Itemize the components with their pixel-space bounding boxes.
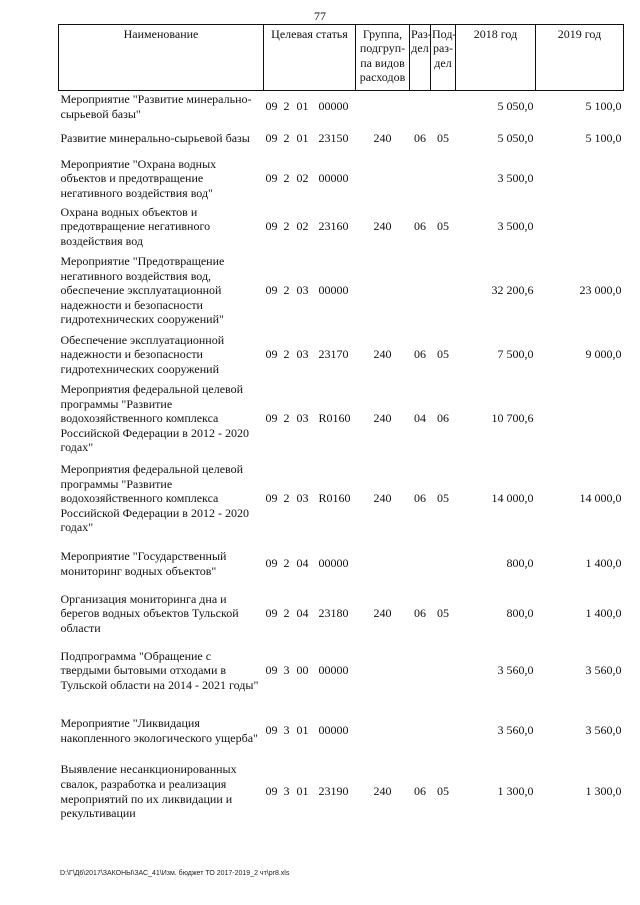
row-subsection: 05 xyxy=(437,491,449,506)
target-article-part: 2 xyxy=(283,171,290,186)
row-target-article xyxy=(264,459,356,539)
row-target-article xyxy=(264,251,356,331)
row-section: 06 xyxy=(414,219,426,234)
row-name: Мероприятие "Охрана водных объектов и предотвращение негативного воздействия вод" xyxy=(60,156,217,200)
row-expense-group xyxy=(356,703,410,759)
target-article-part: 09 xyxy=(265,131,278,146)
row-subsection xyxy=(431,703,456,759)
row-expense-group: 240 xyxy=(373,784,392,799)
row-value-2018: 10 700,6 xyxy=(491,411,534,426)
row-value-2018: 800,0 xyxy=(506,556,534,571)
target-article-part: 09 xyxy=(265,606,278,621)
target-article-part: 2 xyxy=(283,606,290,621)
row-name: Охрана водных объектов и предотвращение негативного воздействия вод xyxy=(60,204,211,248)
row-subsection xyxy=(431,539,456,589)
row-section: 06 xyxy=(414,491,426,506)
row-section: 06 xyxy=(414,347,426,362)
row-expense-group: 240 xyxy=(373,131,392,146)
header-target-article: Целевая статья xyxy=(264,25,356,91)
row-value-2018: 800,0 xyxy=(506,606,534,621)
row-value-2019: 3 560,0 xyxy=(585,723,622,738)
row-expense-group xyxy=(356,91,410,123)
target-article-part: 02 xyxy=(296,171,309,186)
target-article-part: 01 xyxy=(296,99,309,114)
row-value-2019 xyxy=(536,379,624,459)
row-target-article xyxy=(264,91,356,123)
row-section xyxy=(410,539,431,589)
row-expense-group: 240 xyxy=(373,491,392,506)
target-article-part: 2 xyxy=(283,411,290,426)
table-row xyxy=(59,759,624,825)
row-expense-group xyxy=(356,539,410,589)
row-value-2018: 14 000,0 xyxy=(491,491,534,506)
table-row xyxy=(59,91,624,123)
target-article-part: 01 xyxy=(296,723,309,738)
row-name: Мероприятия федеральной целевой программы "Развитие водохозяйственного комплекса Российской Федерации в 2012 - 2020 годах" xyxy=(60,461,249,535)
row-name: Подпрограмма "Обращение с твердыми бытовыми отходами в Тульской области на 2014 - 2021 годы" xyxy=(60,648,259,692)
row-section xyxy=(410,639,431,703)
row-section: 06 xyxy=(414,784,426,799)
target-article-part: 09 xyxy=(265,347,278,362)
target-article-part: 2 xyxy=(283,219,290,234)
row-name: Обеспечение эксплуатационной надежности и безопасности гидротехнических сооружений xyxy=(60,332,225,376)
row-section xyxy=(410,91,431,123)
row-value-2019: 23 000,0 xyxy=(579,283,622,298)
row-value-2019: 14 000,0 xyxy=(579,491,622,506)
target-article-part: 3 xyxy=(283,723,290,738)
row-subsection xyxy=(431,639,456,703)
row-section: 06 xyxy=(414,131,426,146)
header-expense-group: Группа, подгруп-па видов расходов xyxy=(356,25,410,91)
row-subsection: 05 xyxy=(437,606,449,621)
row-name: Организация мониторинга дна и берегов водных объектов Тульской области xyxy=(60,591,239,635)
target-article-part: 03 xyxy=(296,491,309,506)
row-name: Мероприятие "Государственный мониторинг водных объектов" xyxy=(60,548,227,578)
target-article-part: 2 xyxy=(283,347,290,362)
row-target-article xyxy=(264,539,356,589)
target-article-part: 23180 xyxy=(318,606,349,621)
row-name: Развитие минерально-сырьевой базы xyxy=(60,131,250,146)
row-value-2018: 1 300,0 xyxy=(497,784,534,799)
row-subsection: 05 xyxy=(437,219,449,234)
row-target-article xyxy=(264,123,356,155)
row-value-2019: 5 100,0 xyxy=(585,99,622,114)
target-article-part: R0160 xyxy=(318,491,351,506)
target-article-part: 2 xyxy=(283,491,290,506)
file-path-footer: D:\Г\Д6\2017\ЗАКОНЫ\ЗАС_41\Изм. бюджет ТО 2017-2019_2 чт\pr8.xls xyxy=(60,870,290,877)
row-section: 06 xyxy=(414,606,426,621)
target-article-part: 3 xyxy=(283,784,290,799)
row-section xyxy=(410,703,431,759)
target-article-part: 00000 xyxy=(318,663,349,678)
row-subsection: 05 xyxy=(437,347,449,362)
row-value-2019: 1 300,0 xyxy=(585,784,622,799)
row-subsection xyxy=(431,251,456,331)
header-2018: 2018 год xyxy=(456,25,536,91)
row-target-article xyxy=(264,639,356,703)
header-name: Наименование xyxy=(59,25,264,91)
row-value-2019: 1 400,0 xyxy=(585,556,622,571)
header-2019: 2019 год xyxy=(536,25,624,91)
target-article-part: 01 xyxy=(296,131,309,146)
table-header xyxy=(59,25,624,91)
row-value-2019 xyxy=(536,203,624,251)
row-name: Мероприятие "Развитие минерально-сырьевой базы" xyxy=(60,92,252,121)
page-number: 77 xyxy=(314,9,326,23)
target-article-part: 04 xyxy=(296,556,309,571)
row-section xyxy=(410,251,431,331)
row-target-article xyxy=(264,759,356,825)
row-value-2018: 3 560,0 xyxy=(497,663,534,678)
target-article-part: 09 xyxy=(265,219,278,234)
budget-table xyxy=(58,24,624,825)
row-target-article xyxy=(264,203,356,251)
row-name: Мероприятия федеральной целевой программы "Развитие водохозяйственного комплекса Российской Федерации в 2012 - 2020 годах" xyxy=(60,381,249,455)
row-target-article xyxy=(264,703,356,759)
target-article-part: 01 xyxy=(296,784,309,799)
row-target-article xyxy=(264,155,356,203)
row-name: Мероприятие "Предотвращение негативного воздействия вод, обеспечение эксплуатационной надежности и безопасности гидротехнических сооружений" xyxy=(60,253,225,327)
target-article-part: 2 xyxy=(283,131,290,146)
target-article-part: 00 xyxy=(296,663,309,678)
row-target-article xyxy=(264,379,356,459)
row-expense-group: 240 xyxy=(373,606,392,621)
target-article-part: 09 xyxy=(265,283,278,298)
row-subsection: 05 xyxy=(437,131,449,146)
target-article-part: 00000 xyxy=(318,171,349,186)
table-row xyxy=(59,331,624,379)
row-expense-group xyxy=(356,639,410,703)
target-article-part: 2 xyxy=(283,283,290,298)
target-article-part: 23150 xyxy=(318,131,349,146)
table-row xyxy=(59,123,624,155)
target-article-part: 23160 xyxy=(318,219,349,234)
row-value-2019: 9 000,0 xyxy=(585,347,622,362)
table-row xyxy=(59,459,624,539)
row-target-article xyxy=(264,589,356,639)
table-row xyxy=(59,639,624,703)
target-article-part: 23190 xyxy=(318,784,349,799)
target-article-part: 3 xyxy=(283,663,290,678)
row-subsection xyxy=(431,91,456,123)
table-row xyxy=(59,155,624,203)
target-article-part: 09 xyxy=(265,784,278,799)
table-body xyxy=(59,91,624,825)
target-article-part: 00000 xyxy=(318,99,349,114)
target-article-part: 04 xyxy=(296,606,309,621)
row-expense-group: 240 xyxy=(373,219,392,234)
row-value-2018: 32 200,6 xyxy=(491,283,534,298)
row-subsection: 05 xyxy=(437,784,449,799)
target-article-part: 2 xyxy=(283,556,290,571)
row-section xyxy=(410,155,431,203)
table-row xyxy=(59,589,624,639)
target-article-part: 00000 xyxy=(318,723,349,738)
row-expense-group xyxy=(356,155,410,203)
row-value-2019: 3 560,0 xyxy=(585,663,622,678)
target-article-part: 2 xyxy=(283,99,290,114)
target-article-part: 03 xyxy=(296,283,309,298)
target-article-part: 03 xyxy=(296,347,309,362)
row-value-2018: 5 050,0 xyxy=(497,99,534,114)
row-value-2019: 1 400,0 xyxy=(585,606,622,621)
header-section: Раз-дел xyxy=(410,25,431,91)
table-row xyxy=(59,539,624,589)
row-section: 04 xyxy=(414,411,426,426)
target-article-part: 09 xyxy=(265,723,278,738)
row-value-2018: 3 500,0 xyxy=(497,219,534,234)
table-row xyxy=(59,203,624,251)
row-value-2019 xyxy=(536,155,624,203)
row-subsection xyxy=(431,155,456,203)
row-value-2019: 5 100,0 xyxy=(585,131,622,146)
row-expense-group xyxy=(356,251,410,331)
row-name: Выявление несанкционированных свалок, разработка и реализация мероприятий по их ликвидации и рекультивации xyxy=(60,762,237,821)
row-subsection: 06 xyxy=(437,411,449,426)
row-value-2018: 7 500,0 xyxy=(497,347,534,362)
header-subsection: Под-раз-дел xyxy=(431,25,456,91)
row-expense-group: 240 xyxy=(373,411,392,426)
target-article-part: 02 xyxy=(296,219,309,234)
target-article-part: 09 xyxy=(265,171,278,186)
target-article-part: R0160 xyxy=(318,411,351,426)
target-article-part: 00000 xyxy=(318,556,349,571)
row-expense-group: 240 xyxy=(373,347,392,362)
table-row xyxy=(59,703,624,759)
row-target-article xyxy=(264,331,356,379)
target-article-part: 09 xyxy=(265,556,278,571)
target-article-part: 03 xyxy=(296,411,309,426)
target-article-part: 09 xyxy=(265,663,278,678)
row-value-2018: 3 500,0 xyxy=(497,171,534,186)
target-article-part: 09 xyxy=(265,491,278,506)
table-row xyxy=(59,251,624,331)
row-name: Мероприятие "Ликвидация накопленного экологического ущерба" xyxy=(60,715,258,745)
table-row xyxy=(59,379,624,459)
row-value-2018: 3 560,0 xyxy=(497,723,534,738)
target-article-part: 23170 xyxy=(318,347,349,362)
target-article-part: 09 xyxy=(265,411,278,426)
target-article-part: 09 xyxy=(265,99,278,114)
row-value-2018: 5 050,0 xyxy=(497,131,534,146)
target-article-part: 00000 xyxy=(318,283,349,298)
